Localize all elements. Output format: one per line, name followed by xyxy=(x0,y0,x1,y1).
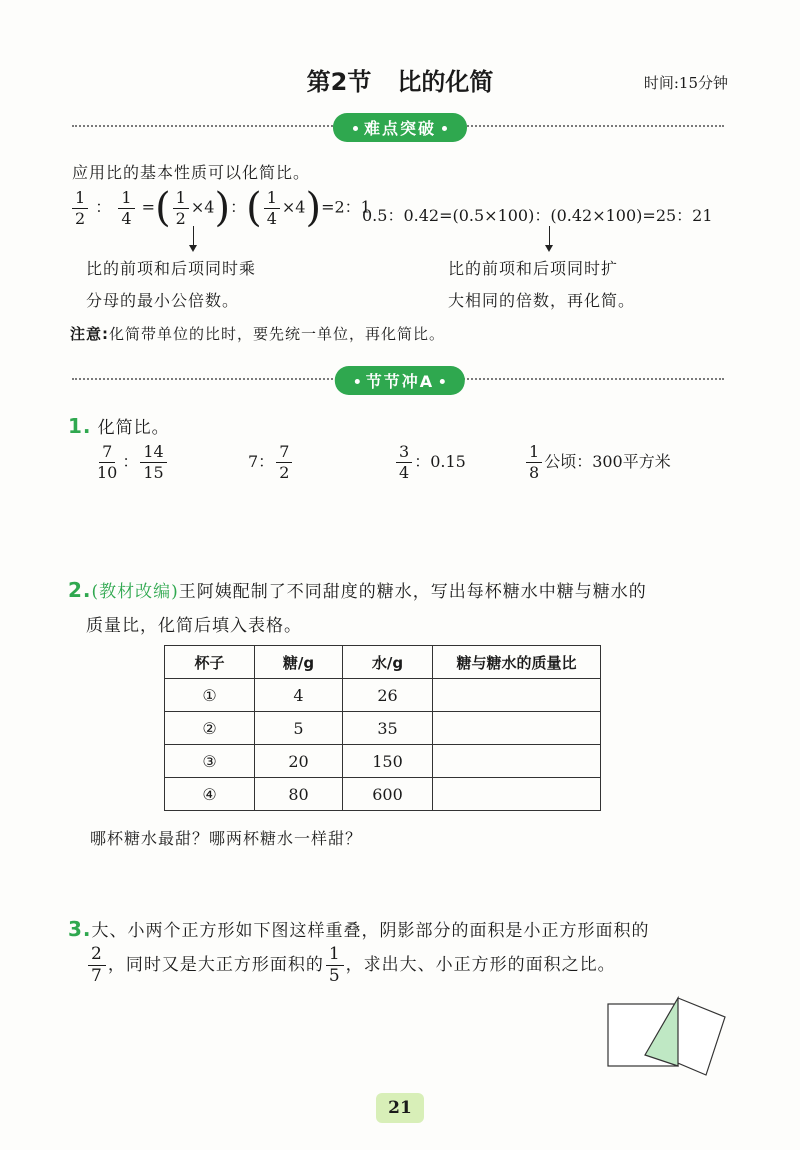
answer-cell[interactable] xyxy=(433,712,601,745)
example-1: $\frac{1}{2}$ ： $\frac{1}{4}$ =( $\frac{1}{2}$ ×4)：( $\frac{1}{4}$ ×4)=2：1 xyxy=(70,188,371,228)
overlapping-squares-figure xyxy=(600,990,730,1080)
q1-item-a: $\frac{7}{10}$ ： $\frac{14}{15}$ xyxy=(92,444,169,481)
time-limit: 时间:15分钟 xyxy=(643,74,728,92)
question-text: 化简比。 xyxy=(97,418,170,438)
header-cup: 杯子 xyxy=(165,646,255,679)
question-text-line2: $\frac{2}{7}$ ，同时又是大正方形面积的 $\frac{1}{5}$ ，求出大、小正方形的面积之比。 xyxy=(86,946,616,985)
fraction: $\frac{1}{4}$ xyxy=(118,190,134,227)
question-number: 2. xyxy=(68,578,92,602)
table-row xyxy=(165,712,601,745)
table-row xyxy=(165,679,601,712)
note xyxy=(70,323,445,344)
cell-cup: ① xyxy=(165,679,255,712)
answer-cell[interactable] xyxy=(433,745,601,778)
table-row xyxy=(165,778,601,811)
arrow-down-icon xyxy=(189,245,197,252)
cell-water: 600 xyxy=(343,778,433,811)
section-title: 比的化简 xyxy=(397,68,494,96)
fraction: $\frac{1}{5}$ xyxy=(326,946,344,985)
cell-sugar: 4 xyxy=(255,679,343,712)
cell-water: 26 xyxy=(343,679,433,712)
section-number: 第2节 xyxy=(306,68,372,96)
note-label: 注意: xyxy=(70,325,109,343)
question-number: 1. xyxy=(68,414,92,438)
question-text-line2: 质量比，化简后填入表格。 xyxy=(86,616,302,636)
answer-cell[interactable] xyxy=(433,778,601,811)
fraction: $\frac{7}{10}$ xyxy=(97,442,118,482)
fraction: $\frac{1}{2}$ xyxy=(173,190,189,227)
difficulty-badge: 难点突破 xyxy=(333,113,467,142)
cell-sugar: 5 xyxy=(255,712,343,745)
q1-item-c: $\frac{3}{4}$ ：0.15 xyxy=(394,444,466,481)
header-ratio: 糖与糖水的质量比 xyxy=(433,646,601,679)
table-header-row xyxy=(165,646,601,679)
arrow-line xyxy=(193,226,194,246)
question-3 xyxy=(68,916,650,941)
cell-cup: ③ xyxy=(165,745,255,778)
fraction: $\frac{7}{2}$ xyxy=(276,444,292,481)
fraction: $\frac{3}{4}$ xyxy=(396,444,412,481)
page-number: 21 xyxy=(376,1093,424,1123)
example-2-note-line2: 大相同的倍数，再化简。 xyxy=(448,291,636,310)
cell-water: 150 xyxy=(343,745,433,778)
q1-item-d: $\frac{1}{8}$ 公顷：300平方米 xyxy=(524,444,671,481)
question-1 xyxy=(68,413,170,438)
question-number: 3. xyxy=(68,917,92,941)
header-water: 水/g xyxy=(343,646,433,679)
question-text-line1: 大、小两个正方形如下图这样重叠，阴影部分的面积是小正方形面积的 xyxy=(91,921,650,941)
source-tag: (教材改编) xyxy=(91,582,179,602)
intro-text: 应用比的基本性质可以化简比。 xyxy=(72,163,311,182)
fraction: $\frac{2}{7}$ xyxy=(88,946,106,985)
fraction: $\frac{1}{2}$ xyxy=(72,190,88,227)
example-2: 0.5：0.42=(0.5×100)：(0.42×100)=25：21 xyxy=(362,206,713,225)
fraction: $\frac{14}{15}$ xyxy=(140,444,166,481)
cell-cup: ④ xyxy=(165,778,255,811)
header-sugar: 糖/g xyxy=(255,646,343,679)
table-row xyxy=(165,745,601,778)
sugar-table xyxy=(164,645,601,811)
example-2-note-line1: 比的前项和后项同时扩 xyxy=(448,259,619,278)
cell-sugar: 80 xyxy=(255,778,343,811)
question-text-line1: 王阿姨配制了不同甜度的糖水，写出每杯糖水中糖与糖水的 xyxy=(178,582,647,602)
arrow-line xyxy=(549,226,550,246)
cell-sugar: 20 xyxy=(255,745,343,778)
question-2 xyxy=(68,577,647,602)
q1-item-b: 7： $\frac{7}{2}$ xyxy=(248,444,294,481)
cell-cup: ② xyxy=(165,712,255,745)
example-1-note-line1: 比的前项和后项同时乘 xyxy=(86,259,257,278)
fraction: $\frac{1}{8}$ xyxy=(526,444,542,481)
practice-badge: 节节冲A xyxy=(335,366,465,395)
arrow-down-icon xyxy=(545,245,553,252)
q2-followup: 哪杯糖水最甜？哪两杯糖水一样甜？ xyxy=(90,829,363,848)
example-1-note-line2: 分母的最小公倍数。 xyxy=(86,291,240,310)
fraction: $\frac{1}{4}$ xyxy=(264,190,280,227)
answer-cell[interactable] xyxy=(433,679,601,712)
cell-water: 35 xyxy=(343,712,433,745)
note-text: 化简带单位的比时，要先统一单位，再化简比。 xyxy=(109,325,446,343)
